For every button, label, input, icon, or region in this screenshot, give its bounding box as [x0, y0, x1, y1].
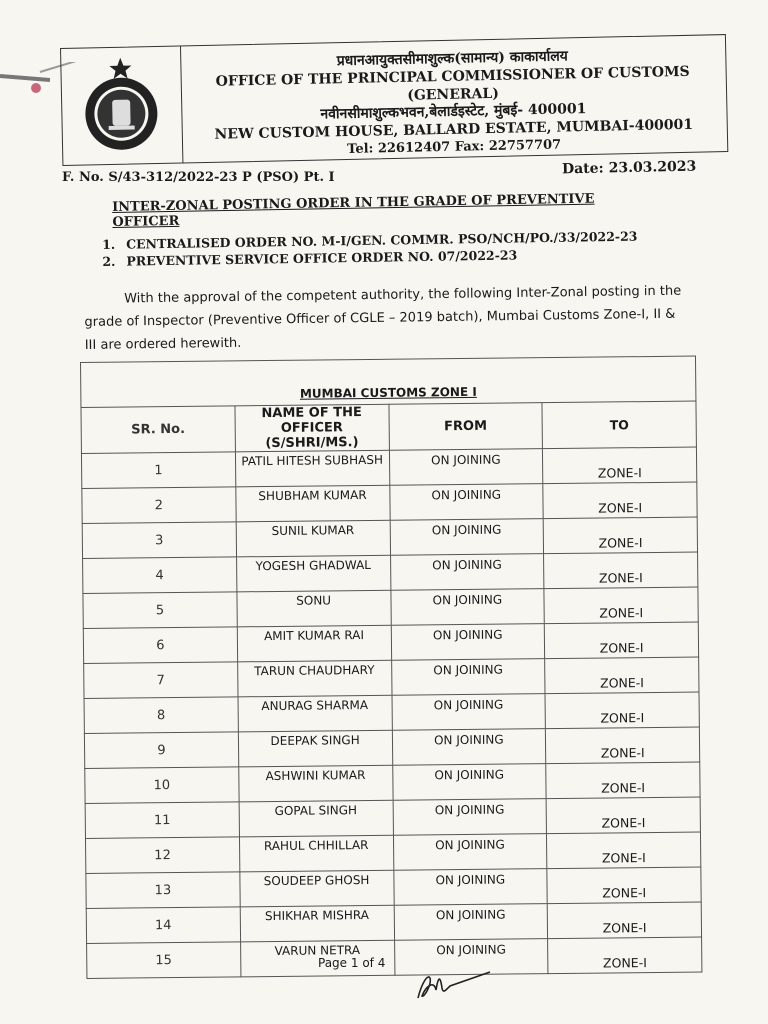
sr-cell: 5 — [83, 592, 237, 629]
order-reference-item: 2. PREVENTIVE SERVICE OFFICE ORDER NO. 07/2022-23 — [102, 247, 518, 269]
officer-name-cell: ASHWINI KUMAR — [238, 765, 392, 802]
signature-icon — [410, 968, 500, 1008]
customs-emblem-icon — [71, 55, 171, 155]
officer-name-cell: SONU — [237, 590, 391, 627]
header-sr: SR. No. — [81, 406, 235, 454]
posting-table — [80, 356, 702, 979]
sr-cell: 11 — [85, 802, 239, 839]
sr-cell: 15 — [87, 942, 241, 979]
from-cell: ON JOINING — [389, 449, 543, 486]
approval-paragraph: With the approval of the competent authority, the following Inter-Zonal posting in the grade of Inspector (Preventive Officer of CGLE – 2019 batch), Mumbai Customs Zone-I, II & III are ordered herewith. — [84, 283, 682, 353]
from-cell: ON JOINING — [390, 589, 544, 626]
table-row — [87, 937, 702, 978]
sr-cell: 9 — [84, 732, 238, 769]
sr-cell: 8 — [84, 697, 238, 734]
sr-cell: 2 — [82, 487, 236, 524]
sr-cell: 7 — [84, 662, 238, 699]
office-address: NEW CUSTOM HOUSE, BALLARD ESTATE, MUMBAI-400001 — [214, 116, 694, 143]
from-cell: ON JOINING — [393, 799, 547, 836]
order-reference-item: 1. CENTRALISED ORDER NO. M-I/GEN. COMMR. PSO/NCH/PO./33/2022-23 — [102, 228, 638, 252]
order-title: INTER-ZONAL POSTING ORDER IN THE GRADE OF PREVENTIVE OFFICER — [112, 191, 595, 230]
officer-name-cell: ANURAG SHARMA — [238, 695, 392, 732]
officer-name-cell: DEEPAK SINGH — [238, 730, 392, 767]
from-cell: ON JOINING — [392, 764, 546, 801]
from-cell: ON JOINING — [389, 484, 543, 521]
address-hindi: नवीनसीमाशुल्कभवन,बेलार्डइस्टेट, मुंबई- 400001 — [320, 100, 587, 123]
sr-cell: 13 — [86, 872, 240, 909]
officer-name-cell: RAHUL CHHILLAR — [239, 835, 393, 872]
table-header-row — [81, 401, 696, 453]
from-cell: ON JOINING — [391, 624, 545, 661]
officer-name-cell: YOGESH GHADWAL — [236, 555, 390, 592]
to-cell: ZONE-I — [545, 692, 699, 729]
header-from: FROM — [388, 403, 542, 451]
office-name: OFFICE OF THE PRINCIPAL COMMISSIONER OF CUSTOMS (GENERAL) — [215, 63, 690, 104]
from-cell: ON JOINING — [394, 939, 548, 976]
to-cell: ZONE-I — [547, 902, 701, 939]
officer-name-cell: TARUN CHAUDHARY — [237, 660, 391, 697]
letterhead-text — [185, 45, 721, 161]
to-cell: ZONE-I — [545, 622, 699, 659]
officer-name-cell: SHIKHAR MISHRA — [240, 905, 394, 942]
office-name-hindi: प्रधानआयुक्तसीमाशुल्क(सामान्य) काकार्यालय — [336, 48, 569, 70]
officer-name-cell: GOPAL SINGH — [239, 800, 393, 837]
sr-cell: 10 — [85, 767, 239, 804]
order-references — [102, 227, 662, 270]
page-number: Page 1 of 4 — [318, 956, 386, 970]
file-number: F. No. S/43-312/2022-23 P (PSO) Pt. I — [62, 170, 335, 185]
to-cell: ZONE-I — [543, 447, 697, 484]
to-cell: ZONE-I — [546, 762, 700, 799]
to-cell: ZONE-I — [546, 727, 700, 764]
officer-name-cell: SUNIL KUMAR — [236, 520, 390, 557]
to-cell: ZONE-I — [547, 832, 701, 869]
officer-name-cell: VARUN NETRA — [240, 940, 394, 977]
letterhead — [60, 34, 728, 166]
from-cell: ON JOINING — [394, 904, 548, 941]
order-date: Date: 23.03.2023 — [561, 158, 697, 178]
sr-cell: 3 — [82, 522, 236, 559]
tel-fax: Tel: 22612407 Fax: 22757707 — [347, 137, 562, 158]
from-cell: ON JOINING — [390, 554, 544, 591]
header-name: NAME OF THE OFFICER (S/SHRI/MS.) — [235, 404, 389, 452]
to-cell: ZONE-I — [546, 797, 700, 834]
from-cell: ON JOINING — [390, 519, 544, 556]
to-cell: ZONE-I — [547, 867, 701, 904]
sr-cell: 6 — [83, 627, 237, 664]
from-cell: ON JOINING — [392, 694, 546, 731]
officer-name-cell: SHUBHAM KUMAR — [236, 485, 390, 522]
officer-name-cell: SOUDEEP GHOSH — [240, 870, 394, 907]
sr-cell: 12 — [85, 837, 239, 874]
sr-cell: 1 — [81, 452, 235, 489]
officer-name-cell: PATIL HITESH SUBHASH — [235, 450, 389, 487]
to-cell: ZONE-I — [543, 482, 697, 519]
to-cell: ZONE-I — [544, 587, 698, 624]
sr-cell: 4 — [83, 557, 237, 594]
to-cell: ZONE-I — [548, 937, 702, 974]
officer-name-cell: AMIT KUMAR RAI — [237, 625, 391, 662]
header-to: TO — [542, 401, 696, 449]
to-cell: ZONE-I — [545, 657, 699, 694]
sr-cell: 14 — [86, 907, 240, 944]
zone-title: MUMBAI CUSTOMS ZONE I — [81, 356, 696, 407]
to-cell: ZONE-I — [543, 517, 697, 554]
from-cell: ON JOINING — [393, 869, 547, 906]
from-cell: ON JOINING — [393, 834, 547, 871]
to-cell: ZONE-I — [544, 552, 698, 589]
emblem-box — [61, 46, 183, 164]
from-cell: ON JOINING — [391, 659, 545, 696]
from-cell: ON JOINING — [392, 729, 546, 766]
